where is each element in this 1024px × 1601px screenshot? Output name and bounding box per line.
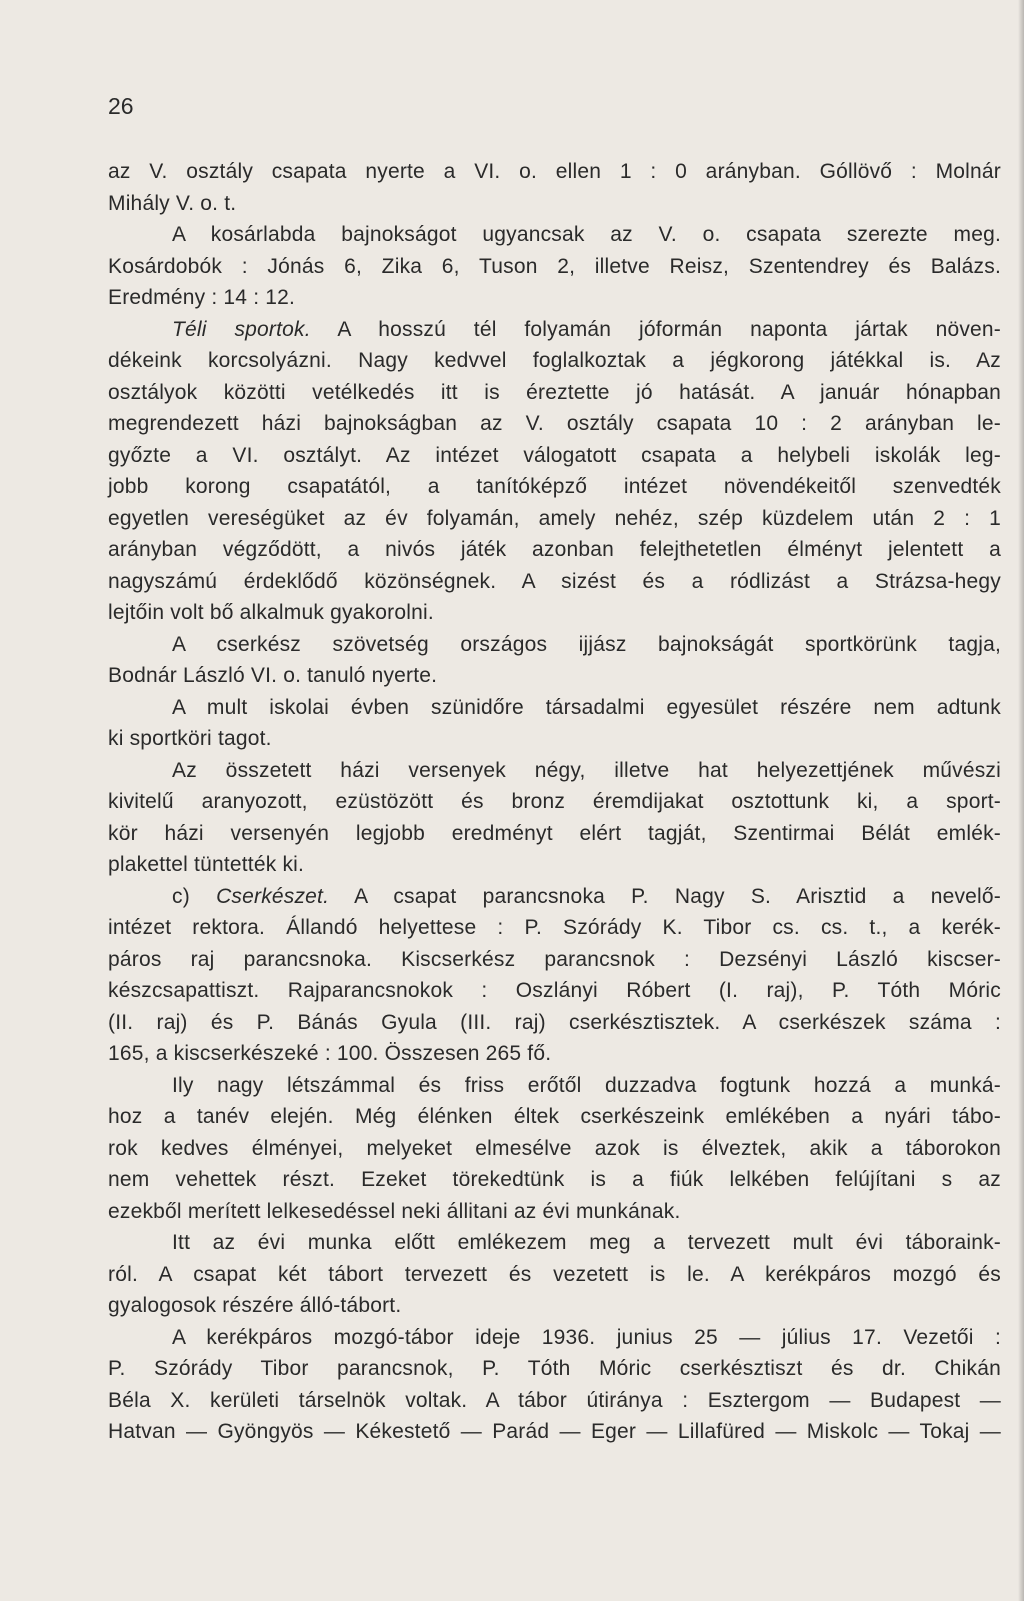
text-line bbox=[108, 1416, 1001, 1448]
text-segment: győzte a VI. osztályt. Az intézet válogatott csapata a helybeli iskolák leg- bbox=[108, 443, 1001, 467]
text-segment: Az összetett házi versenyek négy, illetve hat helyezettjének művészi bbox=[172, 758, 1001, 782]
text-segment: Hatvan — Gyöngyös — Kékestető — Parád — Eger — Lillafüred — Miskolc — Tokaj — bbox=[108, 1420, 1001, 1443]
text-segment: dékeink korcsolyázni. Nagy kedvvel foglalkoztak a jégkorong játékkal is. Az bbox=[108, 349, 1001, 372]
text-segment: kivitelű aranyozott, ezüstözött és bronz éremdijakat osztottunk ki, a sport- bbox=[108, 790, 1001, 813]
text-line bbox=[108, 692, 1001, 724]
text-segment: megrendezett házi bajnokságban az V. osztály csapata 10 : 2 arányban le- bbox=[108, 412, 1001, 435]
text-segment: ki sportköri tagot. bbox=[108, 727, 272, 750]
text-line bbox=[108, 1101, 1001, 1133]
text-line bbox=[108, 1322, 1001, 1354]
text-segment: nem vehettek részt. Ezeket törekedtünk is a fiúk lelkében felújítani s az bbox=[108, 1168, 1001, 1191]
text-segment: az V. osztály csapata nyerte a VI. o. ellen 1 : 0 arányban. Góllövő : Molnár bbox=[108, 160, 1001, 183]
text-line bbox=[108, 566, 1001, 598]
text-line bbox=[108, 1227, 1001, 1259]
text-line bbox=[108, 597, 1001, 629]
text-line bbox=[108, 534, 1001, 566]
text-segment: A csapat parancsnoka P. Nagy S. Arisztid a nevelő- bbox=[329, 884, 1001, 908]
text-segment: rok kedves élményei, melyeket elmesélve azok is élveztek, akik a táborokon bbox=[108, 1136, 1001, 1160]
text-segment: Eredmény : 14 : 12. bbox=[108, 286, 296, 309]
text-line bbox=[108, 660, 1001, 692]
text-segment: Kosárdobók : Jónás 6, Zika 6, Tuson 2, illetve Reisz, Szentendrey és Balázs. bbox=[108, 254, 1001, 278]
text-segment: hoz a tanév elején. Még élénken éltek cserkészeink emlékében a nyári tábo- bbox=[108, 1105, 1001, 1128]
text-line bbox=[108, 282, 1001, 314]
page-edge-shadow bbox=[1018, 0, 1024, 1601]
text-segment: intézet rektora. Állandó helyettese : P. Szórády K. Tibor cs. cs. t., a kerék- bbox=[108, 916, 1001, 939]
text-segment: arányban végződött, a nivós játék azonban felejthetetlen élményt jelentett a bbox=[108, 538, 1001, 561]
text-line bbox=[108, 1196, 1001, 1228]
text-segment: c) bbox=[172, 884, 217, 908]
text-segment: A hosszú tél folyamán jóformán naponta jártak növen- bbox=[310, 317, 1001, 341]
text-line bbox=[108, 944, 1001, 976]
text-line bbox=[108, 471, 1001, 503]
text-line bbox=[108, 314, 1001, 346]
italic-heading: Cserkészet. bbox=[216, 884, 330, 908]
text-segment: Béla X. kerületi társelnök voltak. A tábor útiránya : Esztergom — Budapest — bbox=[108, 1388, 1001, 1412]
text-segment: készcsapattiszt. Rajparancsnokok : Oszlányi Róbert (I. raj), P. Tóth Móric bbox=[108, 979, 1001, 1002]
text-line bbox=[108, 755, 1001, 787]
text-line bbox=[108, 156, 1001, 188]
text-segment: ról. A csapat két tábort tervezett és vezetett is le. A kerékpáros mozgó és bbox=[108, 1262, 1001, 1286]
page-number: 26 bbox=[108, 93, 134, 119]
text-line bbox=[108, 1133, 1001, 1165]
text-line bbox=[108, 1038, 1001, 1070]
page-body-text bbox=[108, 156, 1001, 1448]
italic-heading: Téli sportok. bbox=[172, 317, 311, 341]
text-segment: osztályok közötti vetélkedés itt is éreztette jó hatását. A január hónapban bbox=[108, 380, 1001, 404]
text-line bbox=[108, 881, 1001, 913]
text-line bbox=[108, 912, 1001, 944]
text-segment: egyetlen vereségüket az év folyamán, amely nehéz, szép küzdelem után 2 : 1 bbox=[108, 506, 1001, 530]
text-segment: A kerékpáros mozgó-tábor ideje 1936. junius 25 — július 17. Vezetői : bbox=[172, 1325, 1001, 1349]
text-line bbox=[108, 1290, 1001, 1322]
text-segment: Bodnár László VI. o. tanuló nyerte. bbox=[108, 664, 438, 687]
text-line bbox=[108, 1007, 1001, 1039]
text-segment: plakettel tüntették ki. bbox=[108, 853, 305, 876]
text-line bbox=[108, 345, 1001, 377]
text-segment: kör házi versenyén legjobb eredményt elért tagját, Szentirmai Bélát emlék- bbox=[108, 821, 1001, 845]
text-segment: Ily nagy létszámmal és friss erőtől duzzadva fogtunk hozzá a munká- bbox=[172, 1073, 1001, 1097]
text-line bbox=[108, 219, 1001, 251]
text-segment: ezekből merített lelkesedéssel neki állitani az évi munkának. bbox=[108, 1199, 681, 1223]
text-segment: (II. raj) és P. Bánás Gyula (III. raj) cserkésztisztek. A cserkészek száma : bbox=[108, 1010, 1001, 1034]
text-segment: páros raj parancsnoka. Kiscserkész parancsnok : Dezsényi László kiscser- bbox=[108, 947, 1001, 971]
text-segment: Itt az évi munka előtt emlékezem meg a tervezett mult évi táboraink- bbox=[172, 1231, 1001, 1254]
text-segment: gyalogosok részére álló-tábort. bbox=[108, 1294, 402, 1317]
text-line bbox=[108, 1259, 1001, 1291]
text-line bbox=[108, 503, 1001, 535]
text-line bbox=[108, 1070, 1001, 1102]
text-line bbox=[108, 818, 1001, 850]
text-segment: A mult iskolai évben szünidőre társadalmi egyesület részére nem adtunk bbox=[172, 695, 1001, 719]
text-segment: lejtőin volt bő alkalmuk gyakorolni. bbox=[108, 601, 434, 624]
text-line bbox=[108, 408, 1001, 440]
text-segment: nagyszámú érdeklődő közönségnek. A sizést és a ródlizást a Strázsa-hegy bbox=[108, 569, 1001, 593]
text-segment: A cserkész szövetség országos ijjász bajnokságát sportkörünk tagja, bbox=[172, 632, 1001, 656]
text-segment: 165, a kiscserkészeké : 100. Összesen 265 fő. bbox=[108, 1042, 552, 1065]
text-segment: jobb korong csapatától, a tanítóképző intézet növendékeitől szenvedték bbox=[108, 475, 1001, 498]
text-line bbox=[108, 975, 1001, 1007]
text-line bbox=[108, 1353, 1001, 1385]
text-line bbox=[108, 188, 1001, 220]
text-line bbox=[108, 377, 1001, 409]
text-segment: P. Szórády Tibor parancsnok, P. Tóth Móric cserkésztiszt és dr. Chikán bbox=[108, 1357, 1001, 1380]
text-line bbox=[108, 251, 1001, 283]
text-segment: A kosárlabda bajnokságot ugyancsak az V. o. csapata szerezte meg. bbox=[172, 223, 1001, 246]
text-line bbox=[108, 849, 1001, 881]
text-line bbox=[108, 786, 1001, 818]
text-line bbox=[108, 629, 1001, 661]
text-line bbox=[108, 1385, 1001, 1417]
text-line bbox=[108, 1164, 1001, 1196]
text-segment: Mihály V. o. t. bbox=[108, 191, 237, 215]
text-line bbox=[108, 440, 1001, 472]
text-line bbox=[108, 723, 1001, 755]
